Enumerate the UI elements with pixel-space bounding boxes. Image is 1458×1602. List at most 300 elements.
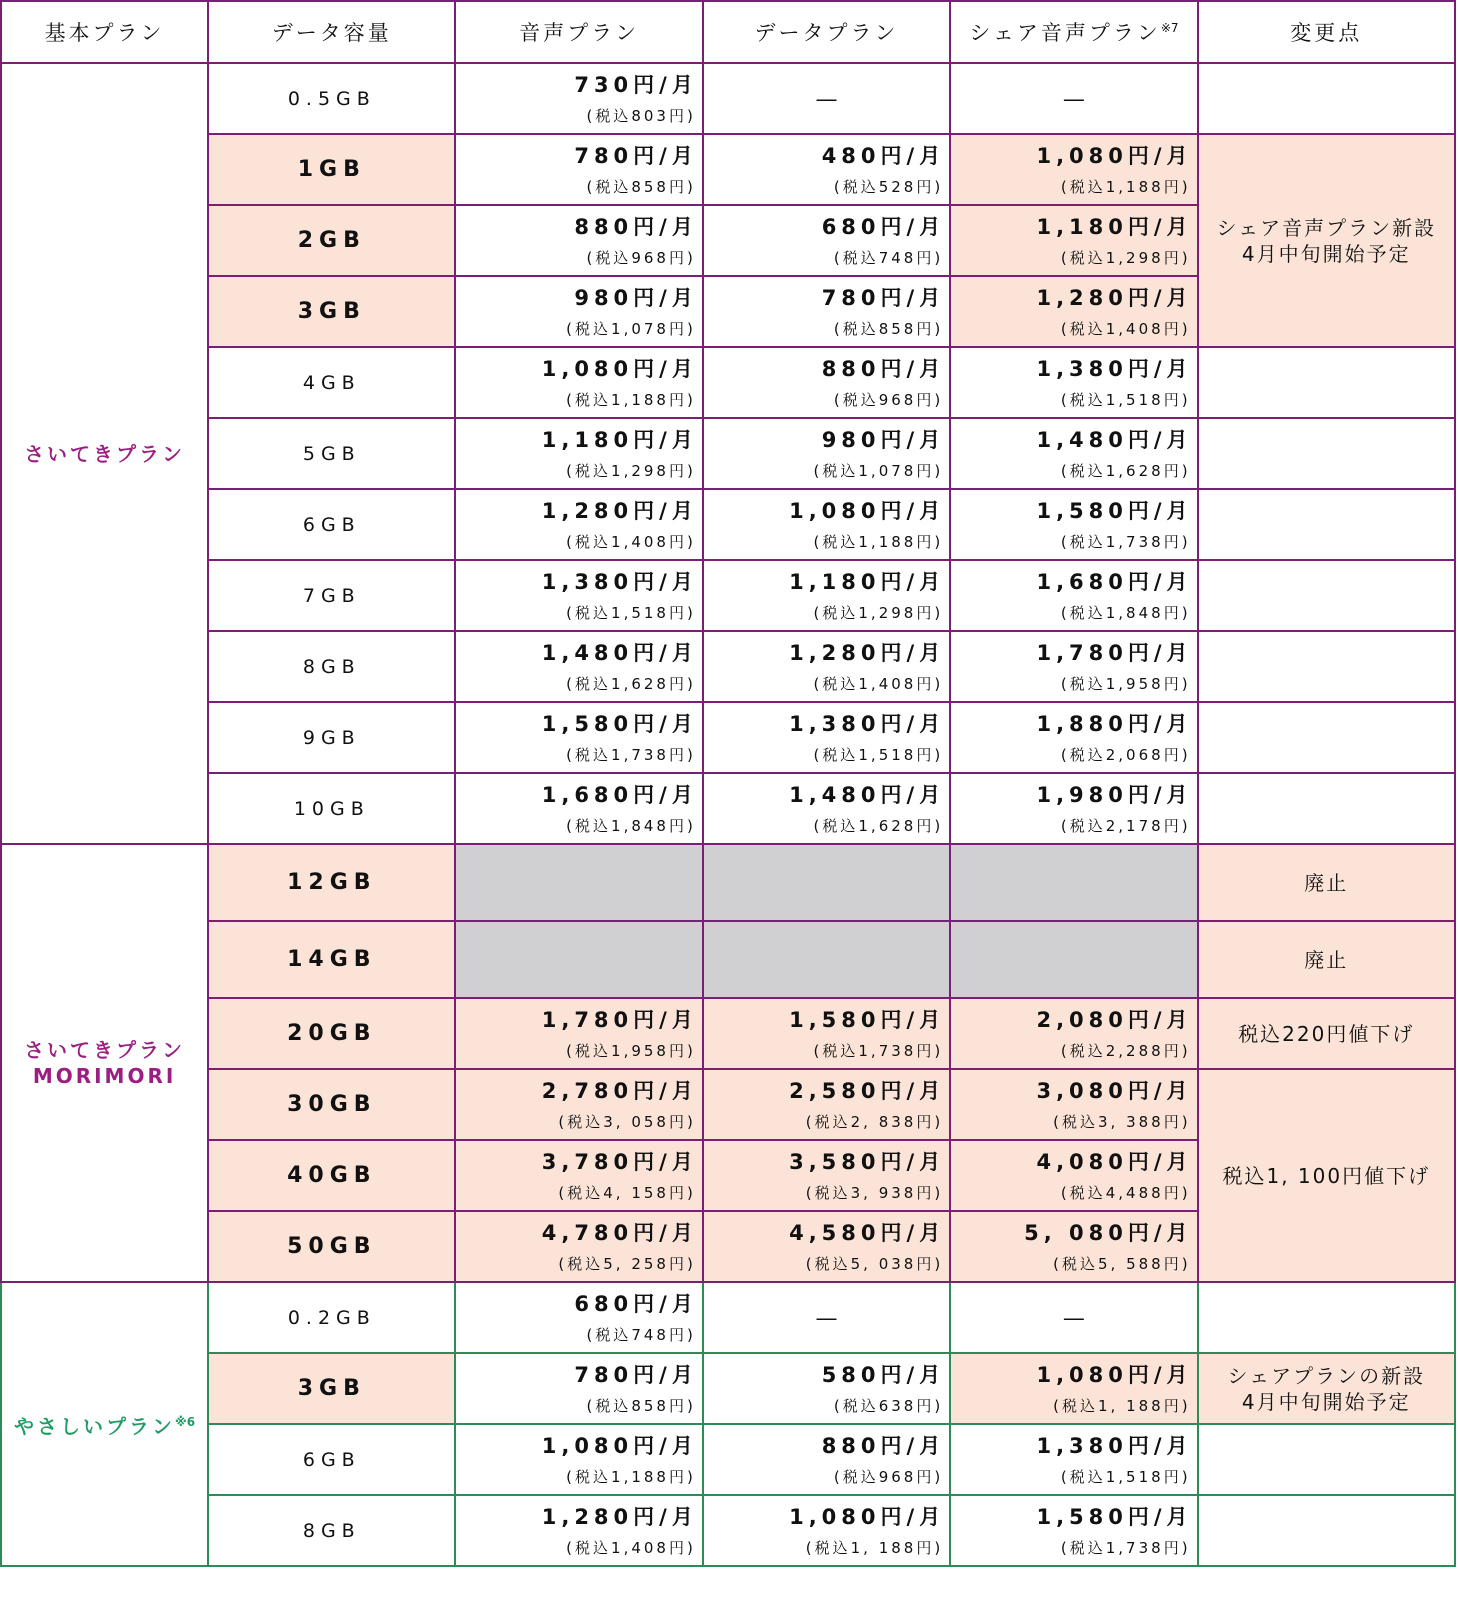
table-row bbox=[1, 560, 1455, 631]
monthly-price: 1,380円/月 bbox=[1036, 356, 1193, 381]
discontinued-cell bbox=[455, 921, 702, 998]
tax-value: 748円 bbox=[631, 1325, 687, 1344]
tax-label: (税込 bbox=[1053, 1112, 1098, 1131]
monthly-price: 1,480円/月 bbox=[541, 640, 698, 665]
capacity-cell: 50GB bbox=[208, 1211, 455, 1282]
tax-close: ) bbox=[1181, 1467, 1191, 1486]
share-price-cell bbox=[950, 998, 1197, 1069]
tax-included-price bbox=[951, 816, 1196, 836]
voice-price-cell bbox=[455, 489, 702, 560]
tax-label: (税込 bbox=[813, 532, 859, 551]
tax-value: 2, 838円 bbox=[850, 1112, 935, 1131]
tax-value: 1,188円 bbox=[1105, 177, 1182, 196]
capacity-cell: 6GB bbox=[208, 1424, 455, 1495]
capacity-cell: 0.2GB bbox=[208, 1282, 455, 1353]
tax-close: ) bbox=[934, 816, 944, 835]
tax-close: ) bbox=[686, 745, 696, 764]
data-price-cell bbox=[703, 631, 950, 702]
monthly-price: 1,980円/月 bbox=[1036, 782, 1193, 807]
plan-name-cell bbox=[1, 1282, 208, 1566]
voice-price-cell bbox=[455, 702, 702, 773]
change-cell bbox=[1198, 1495, 1455, 1566]
tax-included-price bbox=[456, 1112, 701, 1132]
tax-value: 1,958円 bbox=[611, 1041, 687, 1060]
tax-included-price bbox=[456, 177, 701, 197]
monthly-price: 3,780円/月 bbox=[541, 1149, 698, 1174]
tax-close: ) bbox=[686, 461, 696, 480]
capacity-cell: 3GB bbox=[208, 276, 455, 347]
tax-value: 1,848円 bbox=[1105, 603, 1182, 622]
monthly-price: 680円/月 bbox=[821, 214, 946, 239]
tax-label: (税込 bbox=[833, 319, 879, 338]
share-price-cell bbox=[950, 1211, 1197, 1282]
tax-included-price bbox=[456, 532, 701, 552]
change-cell bbox=[1198, 560, 1455, 631]
change-cell bbox=[1198, 1424, 1455, 1495]
monthly-price: 1,080円/月 bbox=[1036, 1362, 1193, 1387]
capacity-cell: 0.5GB bbox=[208, 63, 455, 134]
monthly-price: 480円/月 bbox=[821, 143, 946, 168]
tax-included-price bbox=[951, 1112, 1196, 1132]
tax-close: ) bbox=[686, 1396, 696, 1415]
monthly-price: 1,280円/月 bbox=[789, 640, 946, 665]
voice-price-cell bbox=[455, 418, 702, 489]
header-label: シェア音声プラン bbox=[969, 21, 1161, 45]
plan-name-cell bbox=[1, 63, 208, 844]
tax-value: 1,518円 bbox=[1105, 390, 1182, 409]
monthly-price: 1,080円/月 bbox=[789, 1504, 946, 1529]
capacity-cell: 5GB bbox=[208, 418, 455, 489]
tax-label: (税込 bbox=[1060, 1467, 1106, 1486]
tax-label: (税込 bbox=[813, 603, 859, 622]
tax-close: ) bbox=[934, 1538, 944, 1557]
tax-included-price bbox=[456, 1254, 701, 1274]
capacity-cell: 2GB bbox=[208, 205, 455, 276]
tax-value: 1,188円 bbox=[611, 390, 687, 409]
change-text: シェア音声プラン新設 4月中旬開始予定 bbox=[1216, 215, 1437, 266]
tax-value: 5, 588円 bbox=[1097, 1254, 1182, 1273]
tax-label: (税込 bbox=[1053, 1396, 1098, 1415]
tax-value: 1,298円 bbox=[1105, 248, 1182, 267]
tax-close: ) bbox=[686, 319, 696, 338]
tax-label: (税込 bbox=[1060, 319, 1106, 338]
capacity-cell: 20GB bbox=[208, 998, 455, 1069]
table-row bbox=[1, 134, 1455, 205]
share-price-cell bbox=[950, 347, 1197, 418]
tax-close: ) bbox=[686, 248, 696, 267]
tax-value: 1,628円 bbox=[858, 816, 935, 835]
monthly-price: 4,080円/月 bbox=[1036, 1149, 1193, 1174]
discontinued-cell bbox=[703, 921, 950, 998]
table-row bbox=[1, 1353, 1455, 1424]
monthly-price: 1,580円/月 bbox=[1036, 498, 1193, 523]
tax-label: (税込 bbox=[1060, 532, 1106, 551]
tax-label: (税込 bbox=[566, 1467, 612, 1486]
change-cell bbox=[1198, 1353, 1455, 1424]
tax-value: 5, 258円 bbox=[603, 1254, 687, 1273]
tax-included-price bbox=[704, 177, 949, 197]
tax-close: ) bbox=[1181, 177, 1191, 196]
monthly-price: 1,280円/月 bbox=[1036, 285, 1193, 310]
table-row bbox=[1, 63, 1455, 134]
monthly-price: 2,080円/月 bbox=[1036, 1007, 1193, 1032]
tax-label: (税込 bbox=[805, 1254, 851, 1273]
tax-label: (税込 bbox=[586, 1396, 632, 1415]
table-row bbox=[1, 347, 1455, 418]
tax-label: (税込 bbox=[1053, 1254, 1098, 1273]
share-price-cell bbox=[950, 1140, 1197, 1211]
voice-price-cell bbox=[455, 631, 702, 702]
data-price-cell bbox=[703, 1353, 950, 1424]
monthly-price: 1,080円/月 bbox=[541, 356, 698, 381]
tax-included-price bbox=[456, 1538, 701, 1558]
monthly-price: 980円/月 bbox=[821, 427, 946, 452]
voice-price-cell bbox=[455, 276, 702, 347]
table-row bbox=[1, 1495, 1455, 1566]
monthly-price: 880円/月 bbox=[821, 1433, 946, 1458]
tax-close: ) bbox=[686, 1467, 696, 1486]
monthly-price: 780円/月 bbox=[574, 143, 698, 168]
tax-label: (税込 bbox=[813, 816, 859, 835]
capacity-cell: 1GB bbox=[208, 134, 455, 205]
share-price-cell bbox=[950, 276, 1197, 347]
tax-included-price bbox=[704, 1183, 949, 1203]
voice-price-cell bbox=[455, 1140, 702, 1211]
tax-included-price bbox=[704, 816, 949, 836]
tax-close: ) bbox=[686, 674, 696, 693]
table-row bbox=[1, 702, 1455, 773]
change-cell bbox=[1198, 134, 1455, 347]
tax-close: ) bbox=[686, 106, 696, 125]
monthly-price: 1,780円/月 bbox=[1036, 640, 1193, 665]
tax-label: (税込 bbox=[1060, 603, 1106, 622]
table-row bbox=[1, 773, 1455, 844]
tax-label: (税込 bbox=[833, 1396, 879, 1415]
voice-price-cell bbox=[455, 63, 702, 134]
tax-included-price bbox=[951, 319, 1196, 339]
tax-label: (税込 bbox=[805, 1538, 851, 1557]
tax-value: 1,408円 bbox=[1105, 319, 1182, 338]
tax-included-price bbox=[456, 1041, 701, 1061]
header-cell: データ容量 bbox=[208, 1, 455, 63]
monthly-price: 780円/月 bbox=[574, 1362, 698, 1387]
plan-name: やさしいプラン bbox=[14, 1414, 176, 1439]
data-price-cell bbox=[703, 418, 950, 489]
tax-close: ) bbox=[686, 1112, 696, 1131]
tax-included-price bbox=[704, 532, 949, 552]
data-price-cell bbox=[703, 205, 950, 276]
tax-included-price bbox=[951, 745, 1196, 765]
plan-name: さいてきプラン bbox=[24, 441, 186, 466]
tax-close: ) bbox=[934, 461, 944, 480]
capacity-cell: 6GB bbox=[208, 489, 455, 560]
share-price-cell bbox=[950, 702, 1197, 773]
tax-close: ) bbox=[934, 319, 944, 338]
tax-included-price bbox=[456, 816, 701, 836]
change-text: 税込220円値下げ bbox=[1238, 1021, 1415, 1046]
tax-close: ) bbox=[686, 177, 696, 196]
monthly-price: 1,080円/月 bbox=[541, 1433, 698, 1458]
data-price-cell bbox=[703, 702, 950, 773]
tax-included-price bbox=[704, 390, 949, 410]
monthly-price: 1,880円/月 bbox=[1036, 711, 1193, 736]
tax-label: (税込 bbox=[833, 390, 879, 409]
tax-included-price bbox=[951, 248, 1196, 268]
discontinued-cell bbox=[455, 844, 702, 921]
tax-close: ) bbox=[934, 1396, 944, 1415]
tax-value: 1, 188円 bbox=[850, 1538, 935, 1557]
tax-included-price bbox=[951, 461, 1196, 481]
change-cell bbox=[1198, 489, 1455, 560]
monthly-price: 2,580円/月 bbox=[789, 1078, 946, 1103]
tax-value: 1,408円 bbox=[858, 674, 935, 693]
change-cell bbox=[1198, 773, 1455, 844]
monthly-price: 580円/月 bbox=[821, 1362, 946, 1387]
share-price-cell bbox=[950, 1353, 1197, 1424]
table-row bbox=[1, 1282, 1455, 1353]
tax-label: (税込 bbox=[586, 177, 632, 196]
tax-label: (税込 bbox=[566, 1538, 612, 1557]
share-price-cell bbox=[950, 1069, 1197, 1140]
tax-close: ) bbox=[934, 248, 944, 267]
tax-included-price bbox=[704, 1041, 949, 1061]
capacity-cell: 14GB bbox=[208, 921, 455, 998]
tax-included-price bbox=[704, 603, 949, 623]
tax-label: (税込 bbox=[805, 1112, 851, 1131]
tax-close: ) bbox=[1181, 390, 1191, 409]
footnote-mark: ※7 bbox=[1160, 21, 1179, 35]
share-price-cell bbox=[950, 1424, 1197, 1495]
monthly-price: 1,780円/月 bbox=[541, 1007, 698, 1032]
tax-included-price bbox=[704, 461, 949, 481]
tax-value: 1,078円 bbox=[858, 461, 935, 480]
tax-close: ) bbox=[686, 390, 696, 409]
tax-value: 1,738円 bbox=[611, 745, 687, 764]
tax-label: (税込 bbox=[586, 248, 632, 267]
voice-price-cell bbox=[455, 773, 702, 844]
data-price-cell bbox=[703, 489, 950, 560]
plan-name-cell bbox=[1, 844, 208, 1282]
tax-included-price bbox=[951, 177, 1196, 197]
tax-included-price bbox=[456, 1467, 701, 1487]
tax-value: 5, 038円 bbox=[850, 1254, 935, 1273]
change-text: 廃止 bbox=[1304, 870, 1349, 895]
monthly-price: 3,580円/月 bbox=[789, 1149, 946, 1174]
capacity-cell: 30GB bbox=[208, 1069, 455, 1140]
tax-value: 1,298円 bbox=[611, 461, 687, 480]
monthly-price: 730円/月 bbox=[574, 72, 698, 97]
tax-close: ) bbox=[934, 1254, 944, 1273]
tax-close: ) bbox=[934, 1183, 944, 1202]
data-price-cell: ― bbox=[703, 63, 950, 134]
change-cell bbox=[1198, 631, 1455, 702]
discontinued-cell bbox=[950, 921, 1197, 998]
monthly-price: 1,580円/月 bbox=[789, 1007, 946, 1032]
tax-close: ) bbox=[1181, 461, 1191, 480]
tax-label: (税込 bbox=[1060, 1538, 1106, 1557]
tax-value: 1,408円 bbox=[611, 532, 687, 551]
voice-price-cell bbox=[455, 134, 702, 205]
tax-included-price bbox=[951, 1538, 1196, 1558]
monthly-price: 4,580円/月 bbox=[789, 1220, 946, 1245]
table-row bbox=[1, 844, 1455, 921]
tax-close: ) bbox=[686, 1254, 696, 1273]
voice-price-cell bbox=[455, 1424, 702, 1495]
footnote-mark: ※6 bbox=[175, 1414, 196, 1429]
voice-price-cell bbox=[455, 347, 702, 418]
tax-label: (税込 bbox=[566, 603, 612, 622]
header-cell: 変更点 bbox=[1198, 1, 1455, 63]
tax-value: 1,518円 bbox=[858, 745, 935, 764]
tax-label: (税込 bbox=[813, 745, 859, 764]
tax-value: 2,288円 bbox=[1105, 1041, 1182, 1060]
voice-price-cell bbox=[455, 560, 702, 631]
share-price-cell bbox=[950, 631, 1197, 702]
tax-included-price bbox=[704, 248, 949, 268]
tax-label: (税込 bbox=[1060, 461, 1106, 480]
tax-included-price bbox=[456, 745, 701, 765]
tax-label: (税込 bbox=[1060, 1183, 1106, 1202]
header-row bbox=[1, 1, 1455, 63]
table-row bbox=[1, 921, 1455, 998]
tax-close: ) bbox=[1181, 532, 1191, 551]
tax-included-price bbox=[951, 1254, 1196, 1274]
tax-value: 3, 058円 bbox=[603, 1112, 687, 1131]
tax-label: (税込 bbox=[1060, 745, 1106, 764]
tax-label: (税込 bbox=[813, 674, 859, 693]
table-row bbox=[1, 1424, 1455, 1495]
change-text: シェアプランの新設 4月中旬開始予定 bbox=[1227, 1363, 1426, 1414]
tax-close: ) bbox=[1181, 603, 1191, 622]
monthly-price: 1,280円/月 bbox=[541, 1504, 698, 1529]
tax-value: 1,518円 bbox=[611, 603, 687, 622]
tax-value: 4,488円 bbox=[1105, 1183, 1182, 1202]
change-cell bbox=[1198, 1069, 1455, 1282]
tax-value: 1,628円 bbox=[611, 674, 687, 693]
capacity-cell: 7GB bbox=[208, 560, 455, 631]
capacity-cell: 10GB bbox=[208, 773, 455, 844]
tax-value: 858円 bbox=[878, 319, 935, 338]
header-cell: 基本プラン bbox=[1, 1, 208, 63]
change-cell bbox=[1198, 63, 1455, 134]
tax-label: (税込 bbox=[566, 532, 612, 551]
monthly-price: 1,480円/月 bbox=[1036, 427, 1193, 452]
tax-close: ) bbox=[686, 816, 696, 835]
tax-close: ) bbox=[686, 1183, 696, 1202]
share-price-cell bbox=[950, 489, 1197, 560]
tax-label: (税込 bbox=[1060, 177, 1106, 196]
monthly-price: 880円/月 bbox=[574, 214, 698, 239]
monthly-price: 1,380円/月 bbox=[541, 569, 698, 594]
voice-price-cell bbox=[455, 1282, 702, 1353]
monthly-price: 980円/月 bbox=[574, 285, 698, 310]
tax-value: 1,628円 bbox=[1105, 461, 1182, 480]
tax-included-price bbox=[704, 1538, 949, 1558]
data-price-cell bbox=[703, 560, 950, 631]
tax-value: 968円 bbox=[878, 390, 935, 409]
tax-close: ) bbox=[934, 674, 944, 693]
tax-included-price bbox=[951, 532, 1196, 552]
tax-close: ) bbox=[1181, 1538, 1191, 1557]
tax-close: ) bbox=[1181, 248, 1191, 267]
monthly-price: 880円/月 bbox=[821, 356, 946, 381]
tax-close: ) bbox=[686, 532, 696, 551]
monthly-price: 680円/月 bbox=[574, 1291, 698, 1316]
tax-label: (税込 bbox=[1060, 816, 1106, 835]
tax-value: 1,848円 bbox=[611, 816, 687, 835]
voice-price-cell bbox=[455, 205, 702, 276]
tax-value: 1,408円 bbox=[611, 1538, 687, 1557]
data-price-cell bbox=[703, 1140, 950, 1211]
voice-price-cell bbox=[455, 1069, 702, 1140]
tax-included-price bbox=[951, 1467, 1196, 1487]
monthly-price: 1,280円/月 bbox=[541, 498, 698, 523]
tax-label: (税込 bbox=[566, 319, 612, 338]
tax-close: ) bbox=[934, 1041, 944, 1060]
tax-close: ) bbox=[1181, 674, 1191, 693]
discontinued-cell bbox=[950, 844, 1197, 921]
capacity-cell: 3GB bbox=[208, 1353, 455, 1424]
tax-included-price bbox=[951, 1041, 1196, 1061]
table-row bbox=[1, 489, 1455, 560]
capacity-cell: 9GB bbox=[208, 702, 455, 773]
tax-included-price bbox=[704, 674, 949, 694]
share-price-cell bbox=[950, 205, 1197, 276]
tax-close: ) bbox=[1181, 1254, 1191, 1273]
tax-close: ) bbox=[686, 603, 696, 622]
table-row bbox=[1, 418, 1455, 489]
tax-label: (税込 bbox=[833, 248, 879, 267]
tax-label: (税込 bbox=[833, 1467, 879, 1486]
data-price-cell bbox=[703, 276, 950, 347]
change-cell bbox=[1198, 998, 1455, 1069]
tax-included-price bbox=[951, 1183, 1196, 1203]
tax-included-price bbox=[456, 390, 701, 410]
tax-value: 803円 bbox=[631, 106, 687, 125]
tax-value: 2,178円 bbox=[1105, 816, 1182, 835]
share-price-cell: ― bbox=[950, 63, 1197, 134]
tax-value: 1,738円 bbox=[858, 1041, 935, 1060]
tax-label: (税込 bbox=[566, 745, 612, 764]
header-cell: 音声プラン bbox=[455, 1, 702, 63]
tax-label: (税込 bbox=[566, 390, 612, 409]
capacity-cell: 40GB bbox=[208, 1140, 455, 1211]
tax-label: (税込 bbox=[566, 461, 612, 480]
tax-value: 638円 bbox=[878, 1396, 935, 1415]
tax-label: (税込 bbox=[586, 106, 632, 125]
table-row bbox=[1, 631, 1455, 702]
tax-label: (税込 bbox=[833, 177, 879, 196]
tax-value: 968円 bbox=[878, 1467, 935, 1486]
tax-label: (税込 bbox=[1060, 248, 1106, 267]
change-cell bbox=[1198, 1282, 1455, 1353]
capacity-cell: 12GB bbox=[208, 844, 455, 921]
monthly-price: 1,680円/月 bbox=[541, 782, 698, 807]
tax-close: ) bbox=[934, 177, 944, 196]
tax-close: ) bbox=[934, 1112, 944, 1131]
tax-value: 1,738円 bbox=[1105, 1538, 1182, 1557]
tax-close: ) bbox=[686, 1538, 696, 1557]
share-price-cell bbox=[950, 773, 1197, 844]
tax-value: 3, 938円 bbox=[850, 1183, 935, 1202]
tax-included-price bbox=[951, 674, 1196, 694]
voice-price-cell bbox=[455, 1353, 702, 1424]
tax-close: ) bbox=[934, 532, 944, 551]
tax-value: 3, 388円 bbox=[1097, 1112, 1182, 1131]
tax-value: 4, 158円 bbox=[603, 1183, 687, 1202]
tax-close: ) bbox=[1181, 319, 1191, 338]
discontinued-cell bbox=[703, 844, 950, 921]
